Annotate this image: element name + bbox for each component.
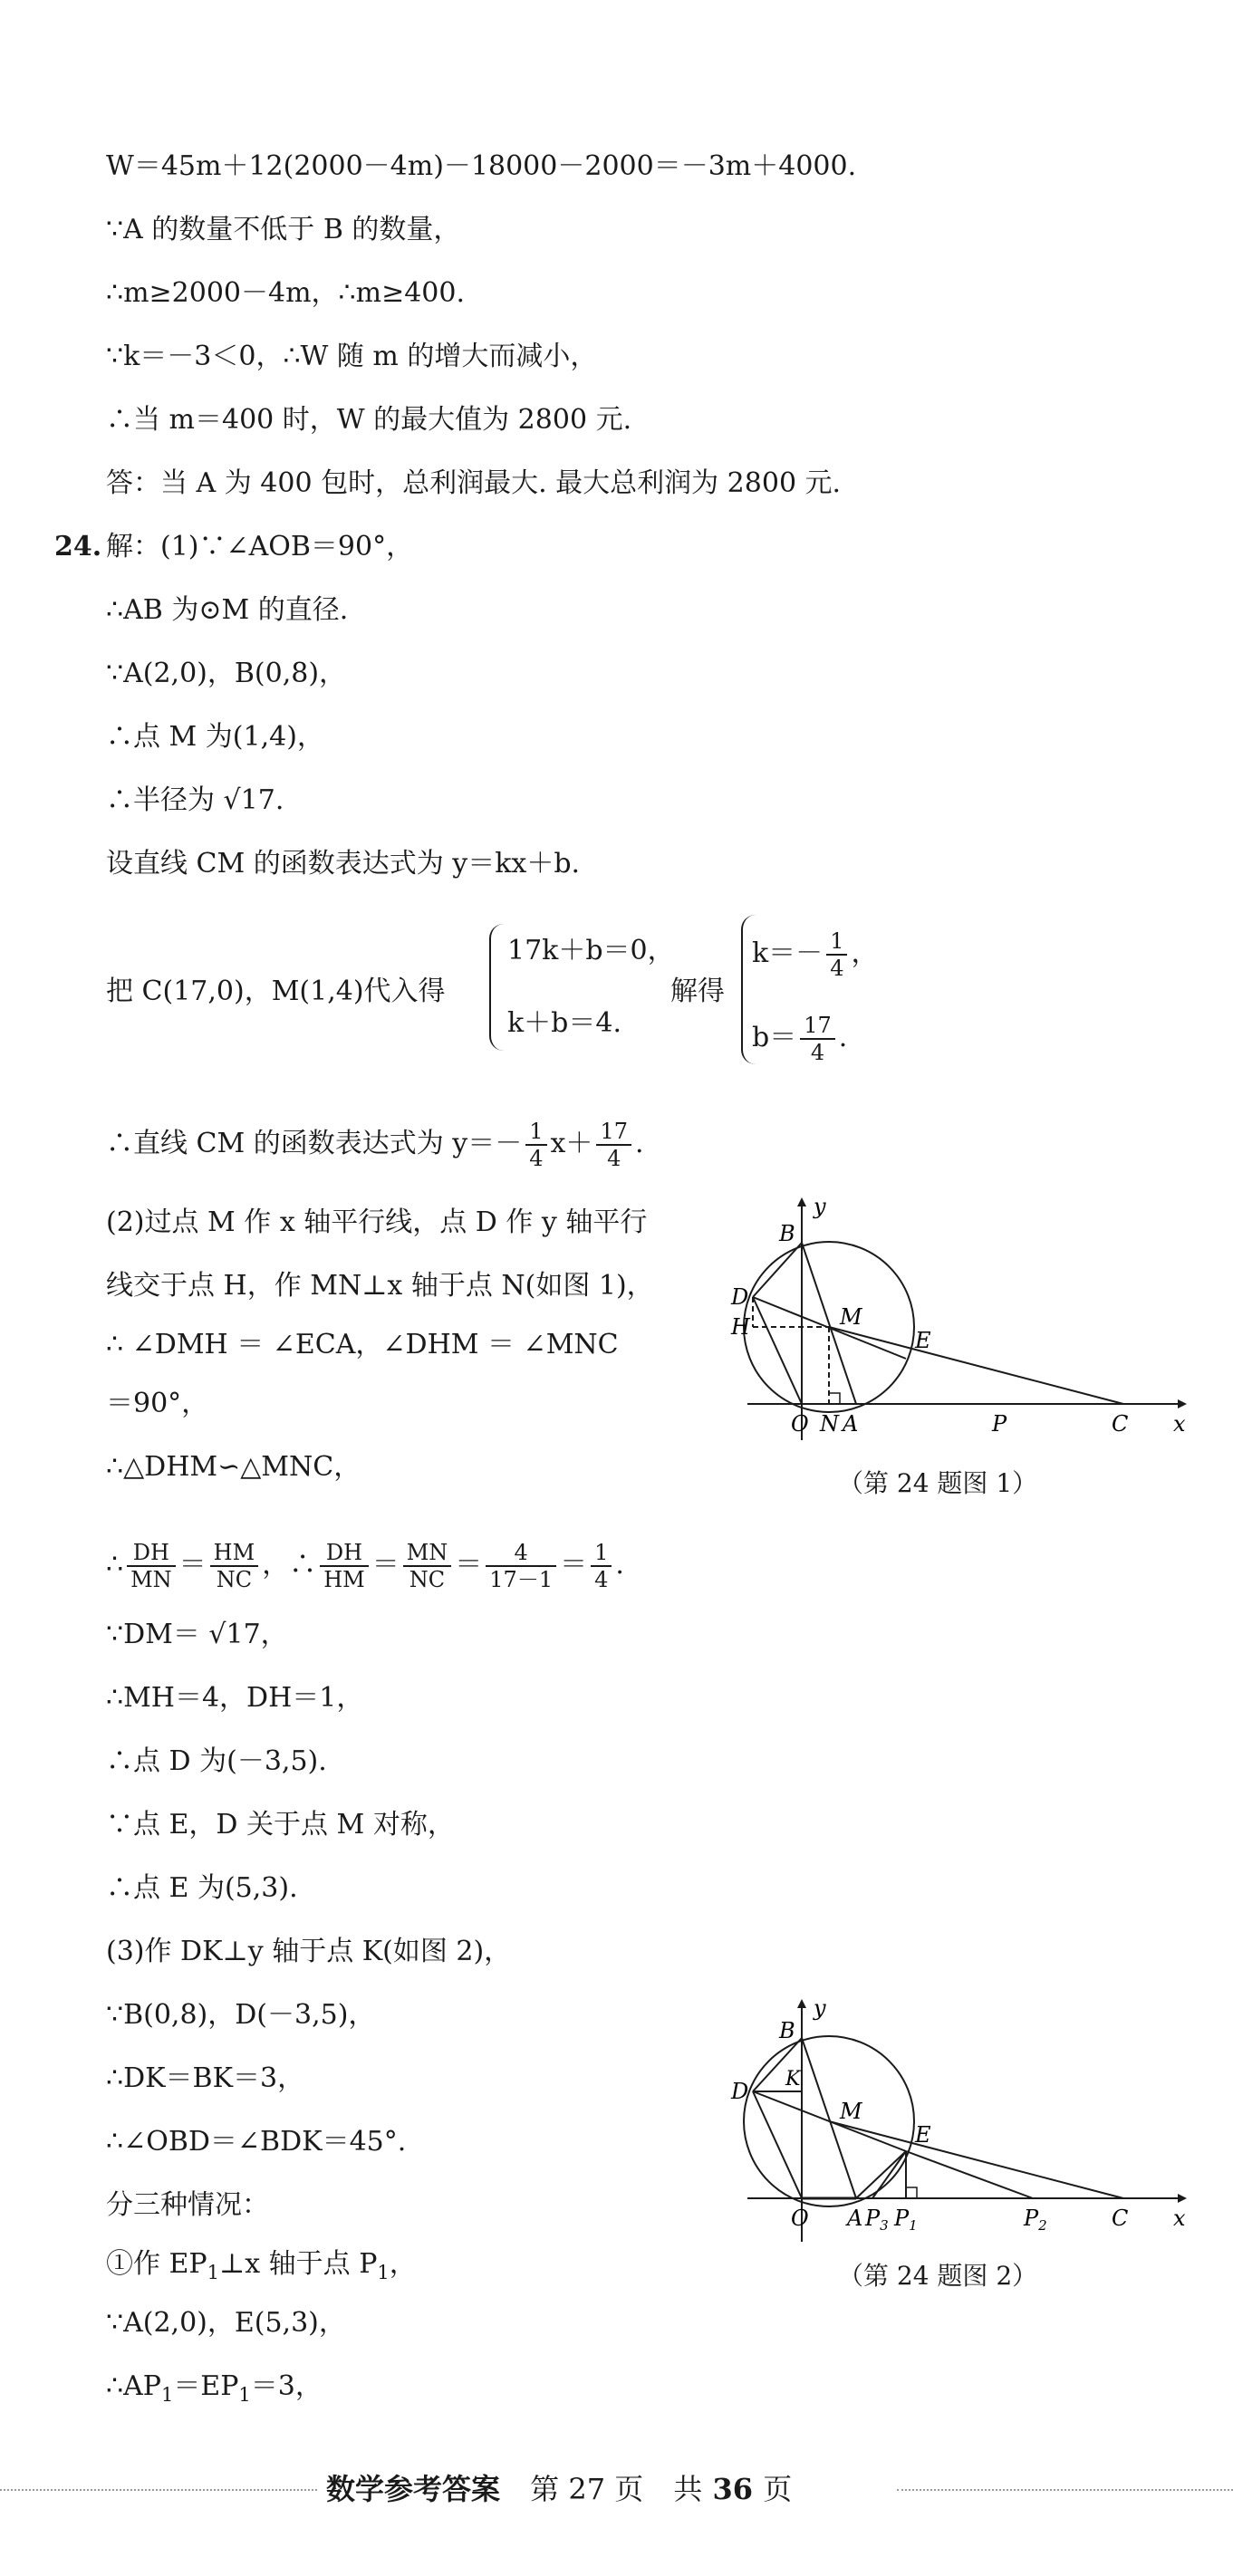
label-k: K — [785, 2068, 801, 2091]
right-angle-mark — [829, 1393, 840, 1404]
text-line: 解：(1)∵∠AOB＝90°， — [106, 531, 414, 562]
label-m: M — [840, 2099, 862, 2124]
label-h: H — [731, 1314, 750, 1340]
label-x: x — [1173, 2206, 1186, 2231]
text-part: ＝ — [178, 1549, 207, 1581]
text-line: ∴MH＝4，DH＝1， — [106, 1682, 364, 1714]
numerator: 4 — [486, 1540, 556, 1567]
footer-title: 数学参考答案 — [326, 2472, 501, 2506]
text-line: ∴点 M 为(1,4)， — [106, 721, 324, 753]
label-p1: $P_1$ — [894, 2206, 918, 2234]
denominator: 4 — [529, 1146, 544, 1171]
text-line: (2)过点 M 作 x 轴平行线，点 D 作 y 轴平行 — [106, 1206, 648, 1238]
text-line: ∵A(2,0)，E(5,3)， — [106, 2307, 346, 2339]
fraction — [800, 1013, 835, 1065]
text-line: 答：当 A 为 400 包时，总利润最大. 最大总利润为 2800 元. — [106, 467, 842, 499]
numerator: DH — [127, 1540, 176, 1567]
text-part: x＋ — [550, 1128, 593, 1159]
fraction — [127, 1540, 176, 1592]
text-line: 设直线 CM 的函数表达式为 y＝kx＋b. — [106, 848, 581, 879]
label-d: D — [731, 1284, 749, 1310]
text-part: . — [615, 1549, 624, 1581]
text-part: . — [634, 1128, 644, 1159]
denominator: 4 — [810, 1040, 825, 1065]
fraction — [403, 1540, 452, 1592]
x-arrow-icon — [1178, 1399, 1187, 1408]
text-line: ∴点 E 为(5,3). — [106, 1872, 298, 1904]
text-line: 解得 — [670, 976, 725, 1007]
y-arrow-icon — [797, 1999, 806, 2008]
label-x: x — [1173, 1411, 1186, 1437]
text-line: ∴∠OBD＝∠BDK＝45°. — [106, 2126, 407, 2158]
numerator: 17 — [596, 1119, 631, 1146]
text-part: ∴ — [106, 1549, 124, 1581]
label-a: A — [847, 2206, 863, 2231]
x-arrow-icon — [1178, 2194, 1187, 2203]
text-part: ，∴ — [262, 1549, 317, 1581]
segment-ae — [856, 2151, 906, 2198]
label-o: O — [791, 1411, 809, 1437]
denominator: HM — [323, 1567, 365, 1592]
label-y: y — [814, 1194, 826, 1219]
text-line: ∴AB 为⊙M 的直径. — [106, 594, 349, 626]
text-line: 把 C(17,0)，M(1,4)代入得 — [106, 976, 446, 1007]
text-part: ＝ — [455, 1549, 483, 1581]
label-c: C — [1112, 2206, 1129, 2231]
text-line: ∴当 m＝400 时，W 的最大值为 2800 元. — [106, 404, 632, 436]
equation — [752, 1013, 847, 1065]
text-line: ∵A 的数量不低于 B 的数量， — [106, 214, 461, 245]
text-line: ∵B(0,8)，D(－3,5)， — [106, 1999, 376, 2031]
right-angle-mark — [906, 2187, 917, 2198]
figure-1-diagram — [720, 1187, 1191, 1449]
label-e: E — [915, 1328, 931, 1353]
y-arrow-icon — [797, 1197, 806, 1206]
text-line: ∴m≥2000－4m，∴m≥400. — [106, 277, 466, 309]
text-part: ＝ — [560, 1549, 588, 1581]
label-b: B — [779, 2018, 795, 2043]
text-line: 线交于点 H，作 MN⊥x 轴于点 N(如图 1)， — [106, 1270, 654, 1302]
denominator: 4 — [607, 1146, 621, 1171]
text-line: ∵k＝－3＜0，∴W 随 m 的增大而减小， — [106, 341, 598, 372]
segment-mc — [829, 1327, 1123, 1404]
footer-dotted-rule — [0, 2489, 317, 2491]
text-part: ⊥x 轴于点 P — [219, 2248, 378, 2280]
subscript: 1 — [160, 2384, 174, 2406]
numerator: 1 — [826, 928, 847, 956]
denominator: NC — [216, 1567, 253, 1592]
fraction — [596, 1119, 631, 1171]
footer-total-number: 36 — [712, 2472, 754, 2506]
segment-db — [753, 1243, 802, 1297]
text-line: ∴DK＝BK＝3， — [106, 2062, 305, 2094]
label-o: O — [791, 2206, 809, 2231]
denominator: NC — [409, 1567, 446, 1592]
denominator: MN — [130, 1567, 172, 1592]
text-line: W＝45m＋12(2000－4m)－18000－2000＝－3m＋4000. — [106, 150, 857, 182]
numerator: 17 — [800, 1013, 835, 1040]
text-line: ∴ ∠DMH ＝ ∠ECA，∠DHM ＝ ∠MNC — [106, 1329, 619, 1360]
text-line — [106, 2246, 417, 2291]
numerator: DH — [320, 1540, 369, 1567]
label-c: C — [1112, 1411, 1129, 1437]
text-line — [106, 2369, 323, 2413]
label-e: E — [915, 2122, 931, 2148]
text-part: ①作 EP — [106, 2248, 207, 2280]
footer-text — [326, 2471, 792, 2507]
segment-mc — [829, 2121, 1123, 2198]
denominator: 17－1 — [489, 1567, 554, 1592]
text-part: ＝ — [371, 1549, 400, 1581]
equation: k＋b＝4. — [507, 1007, 622, 1039]
left-brace — [489, 924, 504, 1051]
text-line: ∴点 D 为(－3,5). — [106, 1745, 327, 1777]
page-footer — [0, 2471, 1233, 2507]
label-p2: $P_2$ — [1024, 2206, 1047, 2234]
fraction — [320, 1540, 369, 1592]
label-m: M — [840, 1304, 862, 1330]
text-part: ∴直线 CM 的函数表达式为 y＝－ — [106, 1128, 523, 1159]
subscript: 1 — [238, 2384, 251, 2406]
fraction — [591, 1540, 612, 1592]
subscript: 1 — [207, 2262, 219, 2283]
fraction — [826, 928, 847, 981]
equation-part: ， — [851, 937, 879, 969]
text-line: ∵点 E，D 关于点 M 对称， — [106, 1809, 455, 1841]
text-line: ∵DM＝ √17， — [106, 1619, 288, 1650]
figure-2-diagram — [720, 1988, 1191, 2251]
text-line: 分三种情况： — [106, 2189, 269, 2221]
fraction — [486, 1540, 556, 1592]
text-line: ＝90°， — [106, 1388, 209, 1419]
numerator: MN — [403, 1540, 452, 1567]
text-line: ∴△DHM∽△MNC， — [106, 1451, 361, 1483]
denominator: 4 — [830, 956, 844, 981]
numerator: 1 — [525, 1119, 546, 1146]
footer-dotted-rule — [897, 2489, 1233, 2491]
text-part: ＝EP — [173, 2370, 239, 2402]
denominator: 4 — [594, 1567, 609, 1592]
label-b: B — [779, 1221, 795, 1246]
label-p: P — [992, 1411, 1007, 1437]
numerator: HM — [210, 1540, 259, 1567]
segment-ep3 — [872, 2151, 906, 2198]
equation-part: . — [838, 1022, 848, 1053]
text-part: ＝3， — [250, 2370, 323, 2402]
label-a: A — [843, 1411, 859, 1437]
label-n: N — [820, 1411, 839, 1437]
text-line: ∵A(2,0)，B(0,8)， — [106, 658, 347, 689]
numerator: 1 — [591, 1540, 612, 1567]
label-p3: $P_3$ — [865, 2206, 889, 2234]
label-y: y — [814, 1995, 826, 2021]
fraction — [525, 1119, 546, 1171]
text-line — [106, 1540, 624, 1592]
footer-page: 第 27 页 — [530, 2472, 644, 2506]
text-line: ∴半径为 √17. — [106, 784, 284, 816]
fraction — [210, 1540, 259, 1592]
text-line: (3)作 DK⊥y 轴于点 K(如图 2)， — [106, 1936, 512, 1967]
equation-part: k＝－ — [752, 937, 824, 969]
footer-total-suffix: 页 — [763, 2472, 793, 2506]
figure-1-caption: （第 24 题图 1） — [838, 1468, 1038, 1498]
figure-2-caption: （第 24 题图 2） — [838, 2261, 1038, 2291]
subscript: 1 — [377, 2262, 390, 2283]
equation — [752, 928, 878, 981]
text-part: ， — [389, 2248, 417, 2280]
text-line — [106, 1119, 644, 1171]
equation-part: b＝ — [752, 1022, 797, 1053]
footer-total-prefix: 共 — [673, 2472, 703, 2506]
text-part: ∴AP — [106, 2370, 161, 2402]
label-d: D — [731, 2079, 749, 2104]
problem-number: 24. — [54, 531, 102, 562]
equation: 17k＋b＝0， — [507, 935, 675, 966]
